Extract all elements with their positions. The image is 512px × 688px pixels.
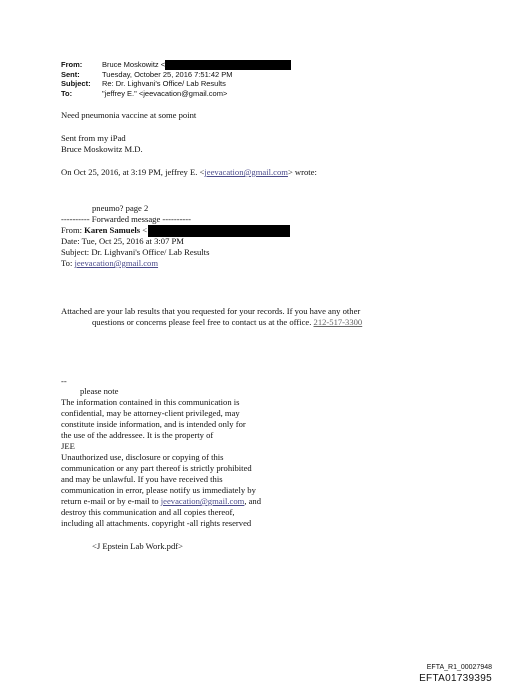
forwarded-from-name: Karen Samuels xyxy=(84,225,141,235)
subject-value: Re: Dr. Lighvani's Office/ Lab Results xyxy=(102,79,226,89)
disclaimer-line: constitute inside information, and is intended only for xyxy=(61,419,246,429)
header-to-row xyxy=(61,89,291,98)
sent-value: Tuesday, October 25, 2016 7:51:42 PM xyxy=(102,70,233,79)
phone-link[interactable]: 212-517-3300 xyxy=(313,317,363,327)
disclaimer-line: JEE xyxy=(61,441,75,451)
attachment-name[interactable]: <J Epstein Lab Work.pdf> xyxy=(92,541,183,551)
forwarded-to-prefix: To: xyxy=(61,258,75,268)
forwarded-date: Date: Tue, Oct 25, 2016 at 3:07 PM xyxy=(61,236,184,246)
disclaimer-line: communication in error, please notify us immediately by xyxy=(61,485,256,495)
signature-dashes: -- xyxy=(61,376,67,386)
disclaimer-line: the use of the addressee. It is the property of xyxy=(61,430,214,440)
header-from-row xyxy=(61,60,291,70)
to-label: To: xyxy=(61,88,73,98)
footer-ref: EFTA_R1_00027948 xyxy=(426,664,492,671)
disclaimer-line: destroy this communication and all copies thereof, xyxy=(61,507,235,517)
disclaimer-line-email xyxy=(61,496,261,506)
email-header xyxy=(61,60,291,98)
to-value: "jeffrey E." <jeevacation@gmail.com> xyxy=(102,88,228,98)
reply-body: Need pneumonia vaccine at some point xyxy=(61,110,197,120)
forwarded-subject: Subject: Dr. Lighvani's Office/ Lab Results xyxy=(61,247,210,257)
forwarded-from-prefix: From: xyxy=(61,225,85,235)
disclaimer-email-suffix: , and xyxy=(244,496,262,506)
forwarded-note: pneumo? page 2 xyxy=(92,203,149,213)
disclaimer-email-link[interactable]: jeevacation@gmail.com xyxy=(160,496,245,506)
redaction-box xyxy=(165,60,291,70)
disclaimer-line: communication or any part thereof is strictly prohibited xyxy=(61,463,252,473)
subject-label: Subject: xyxy=(61,79,91,89)
footer-id: EFTA01739395 xyxy=(419,673,492,684)
disclaimer-line: including all attachments. copyright -all rights reserved xyxy=(61,518,252,528)
from-label: From: xyxy=(61,60,83,69)
forwarded-divider: ---------- Forwarded message ---------- xyxy=(61,214,192,224)
signature-line-1: Sent from my iPad xyxy=(61,133,126,143)
header-sent-row xyxy=(61,70,291,79)
forwarded-to xyxy=(61,258,158,268)
forwarded-to-email-link[interactable]: jeevacation@gmail.com xyxy=(74,258,159,268)
forwarded-from-rest: < xyxy=(140,225,148,235)
quote-email-link[interactable]: jeevacation@gmail.com xyxy=(204,167,288,177)
message-line-1: Attached are your lab results that you requested for your records. If you have any other xyxy=(61,306,361,316)
disclaimer-line: The information contained in this communication is xyxy=(61,397,240,407)
quote-intro-suffix: > wrote: xyxy=(287,167,317,177)
quote-intro xyxy=(61,167,317,177)
disclaimer-note: please note xyxy=(80,386,119,396)
message-line-2 xyxy=(92,317,362,327)
sent-label: Sent: xyxy=(61,70,80,79)
message-line-2-text: questions or concerns please feel free to contact us at the office. xyxy=(92,317,314,327)
from-value: Bruce Moskowitz < xyxy=(102,60,166,69)
disclaimer-line: confidential, may be attorney-client privileged, may xyxy=(61,408,240,418)
quote-intro-prefix: On Oct 25, 2016, at 3:19 PM, jeffrey E. < xyxy=(61,167,205,177)
signature-line-2: Bruce Moskowitz M.D. xyxy=(61,144,143,154)
header-subject-row xyxy=(61,79,291,88)
disclaimer-line: and may be unlawful. If you have received this xyxy=(61,474,223,484)
disclaimer-line: Unauthorized use, disclosure or copying of this xyxy=(61,452,224,462)
disclaimer-email-prefix: return e-mail or by e-mail to xyxy=(61,496,161,506)
